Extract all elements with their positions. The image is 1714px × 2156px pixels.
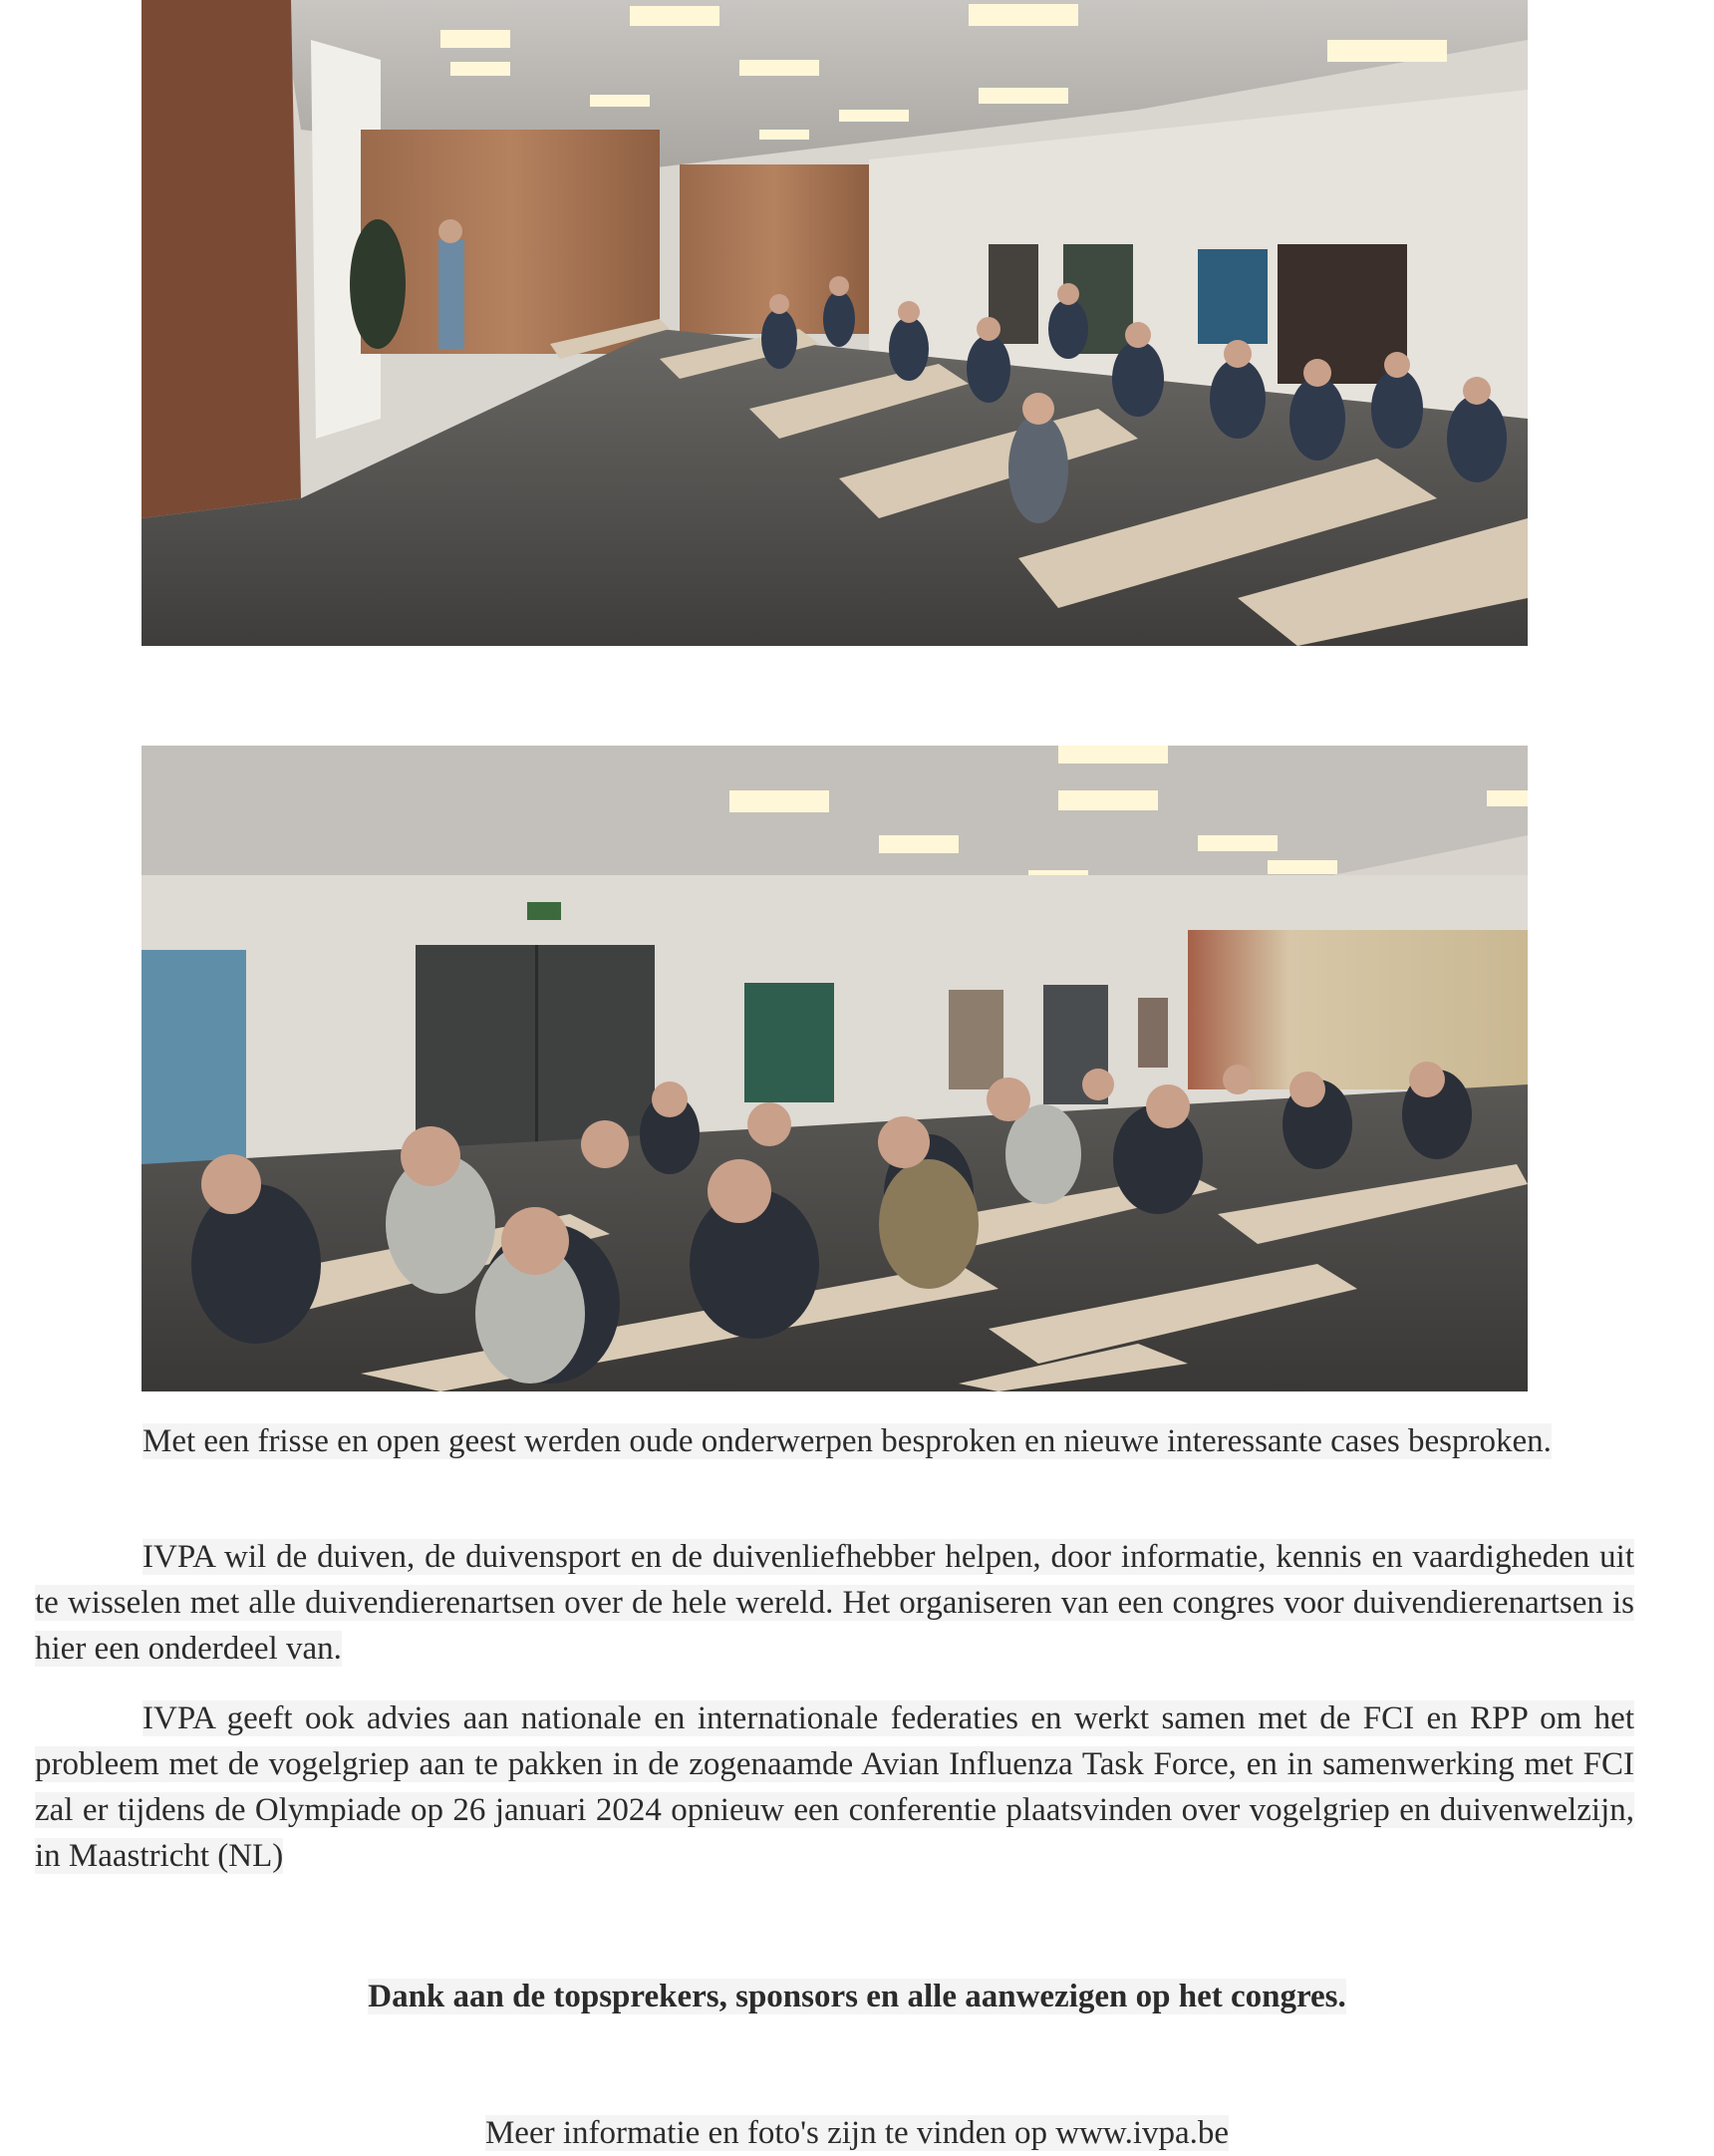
paragraph-3 [35, 1695, 1634, 1879]
paragraph-1-text: Met een frisse en open geest werden oude onderwerpen besproken en nieuwe interessante cases besproken. [143, 1423, 1552, 1459]
paragraph-3-text: IVPA geeft ook advies aan nationale en internationale federaties en werkt samen met de FCI en RPP om het probleem met de vogelgriep aan te pakken in de zogenaamde Avian Influenza Task Force, en in samenwerking met FCI zal er tijdens de Olympiade op 26 januari 2024 opnieuw een conferentie plaatsvinden over vogelgriep en duivenwelzijn, in Maastricht (NL) [35, 1700, 1634, 1874]
more-info-line [0, 2110, 1714, 2156]
photo-1-illustration [142, 0, 1528, 646]
paragraph-1 [35, 1418, 1634, 1464]
more-info-text: Meer informatie en foto's zijn te vinden op www.ivpa.be [484, 2115, 1230, 2151]
congress-photo-1 [142, 0, 1528, 646]
paragraph-2 [35, 1534, 1634, 1672]
photo-2-illustration [142, 746, 1528, 1391]
thanks-text: Dank aan de topsprekers, sponsors en alle aanwezigen op het congres. [368, 1979, 1346, 2014]
congress-photo-2 [142, 746, 1528, 1391]
paragraph-2-text: IVPA wil de duiven, de duivensport en de duivenliefhebber helpen, door informatie, kennis en vaardigheden uit te wisselen met alle duivendierenartsen over de hele wereld. Het organiseren van een congres voor duivendierenartsen is hier een onderdeel van. [35, 1539, 1634, 1667]
thanks-line [0, 1974, 1714, 2019]
